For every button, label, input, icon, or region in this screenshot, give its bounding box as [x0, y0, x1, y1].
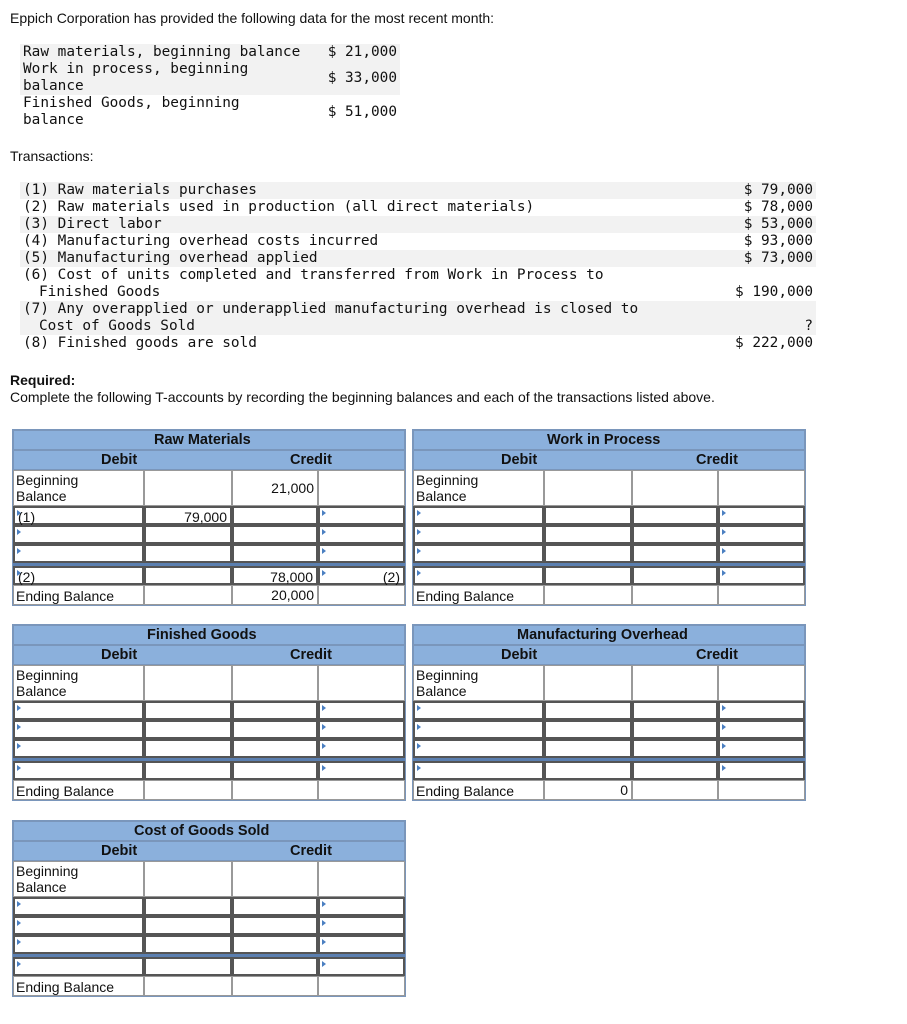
debit-heading: Debit: [501, 452, 538, 468]
transaction-value: ?: [721, 301, 816, 335]
beginning-balance-label: [16, 667, 78, 699]
credit-amount-input[interactable]: [632, 780, 718, 800]
credit-ref-input[interactable]: [318, 780, 405, 800]
balance-label-line: Balance: [16, 683, 67, 699]
ending-balance-debit-value: 0: [620, 782, 628, 798]
credit-amount-input[interactable]: [232, 780, 318, 800]
beginning-balance-label: [16, 472, 78, 504]
amount-value: 20,000: [271, 587, 314, 603]
debit-credit-header: [13, 645, 405, 665]
balance-value: $ 33,000: [320, 61, 400, 95]
balance-label-line: Balance: [416, 683, 467, 699]
beginning-balance-row-label-cell: [13, 470, 144, 506]
balance-row: [20, 44, 400, 61]
dropdown-arrow-icon: [17, 920, 21, 926]
entry-row-label-cell[interactable]: [13, 566, 144, 585]
credit-ref-input[interactable]: [718, 470, 805, 506]
dropdown-arrow-icon: [417, 529, 421, 535]
transaction-text: (7) Any overapplied or underapplied manufacturing overhead is closed to Cost of Goods Sold: [20, 301, 721, 335]
beginning-balance-row-label-cell: [413, 470, 544, 506]
debit-amount-input[interactable]: [144, 665, 232, 701]
credit-amount-input[interactable]: [232, 701, 318, 720]
credit-ref-input[interactable]: [718, 665, 805, 701]
dropdown-arrow-icon: [17, 548, 21, 554]
debit-amount-input[interactable]: [544, 761, 632, 780]
ending-balance-label: Ending Balance: [16, 588, 115, 604]
credit-amount-input[interactable]: [632, 525, 718, 544]
account-title: Manufacturing Overhead: [517, 627, 688, 643]
credit-ref-input[interactable]: [318, 761, 405, 780]
entry-row-label-cell[interactable]: [413, 761, 544, 780]
entry-row-label-cell[interactable]: [13, 701, 144, 720]
transaction-row: [20, 250, 816, 267]
beginning-balance-label: [416, 472, 478, 504]
dropdown-arrow-icon: [722, 548, 726, 554]
credit-amount-input[interactable]: [232, 739, 318, 758]
dropdown-arrow-icon: [417, 548, 421, 554]
credit-amount-input[interactable]: [632, 739, 718, 758]
debit-amount-input[interactable]: [144, 861, 232, 897]
transaction-ref-label: (2): [18, 569, 36, 585]
dropdown-arrow-icon: [17, 705, 21, 711]
entry-row-label-cell[interactable]: [13, 506, 144, 525]
transaction-row: [20, 301, 816, 335]
debit-credit-header: [13, 841, 405, 861]
total-separator: [13, 563, 405, 566]
dropdown-arrow-icon: [322, 705, 326, 711]
ending-balance-label: Ending Balance: [16, 783, 115, 799]
dropdown-arrow-icon: [17, 529, 21, 535]
credit-ref-input[interactable]: [318, 957, 405, 976]
amount-value: 21,000: [271, 480, 314, 496]
beginning-balance-label: [416, 667, 478, 699]
beginning-label-line: Beginning: [16, 472, 79, 488]
credit-ref-input[interactable]: [318, 861, 405, 897]
credit-ref-input[interactable]: [318, 665, 405, 701]
debit-amount-input[interactable]: [144, 780, 232, 800]
dropdown-arrow-icon: [17, 724, 21, 730]
account-title: Cost of Goods Sold: [134, 823, 270, 839]
transactions-table: [20, 182, 816, 352]
transaction-text: (1) Raw materials purchases: [20, 182, 721, 199]
dropdown-arrow-icon: [322, 920, 326, 926]
transactions-heading: Transactions:: [10, 148, 94, 164]
debit-amount-input[interactable]: [544, 585, 632, 605]
credit-amount-input[interactable]: [232, 935, 318, 954]
transaction-row: [20, 267, 816, 301]
balance-label: Raw materials, beginning balance: [20, 44, 320, 61]
credit-heading: Credit: [696, 647, 738, 663]
dropdown-arrow-icon: [417, 743, 421, 749]
ending-balance-label: Ending Balance: [416, 783, 515, 799]
debit-amount-input[interactable]: [544, 525, 632, 544]
credit-heading: Credit: [290, 843, 332, 859]
debit-amount-input[interactable]: [144, 916, 232, 935]
debit-credit-header: [13, 450, 405, 470]
credit-amount-input[interactable]: [232, 566, 318, 585]
entry-row-label-cell[interactable]: [13, 916, 144, 935]
required-text: Complete the following T-accounts by recording the beginning balances and each of the transactions listed above.: [10, 389, 715, 405]
credit-amount-input[interactable]: [632, 665, 718, 701]
credit-amount-input[interactable]: [232, 665, 318, 701]
credit-amount-input[interactable]: [232, 470, 318, 506]
debit-amount-input[interactable]: [544, 544, 632, 563]
ending-balance-label: Ending Balance: [416, 588, 515, 604]
credit-amount-input[interactable]: [232, 761, 318, 780]
transaction-row: [20, 199, 816, 216]
dropdown-arrow-icon: [322, 901, 326, 907]
account-title-bar: [13, 821, 405, 841]
balance-label-line: Balance: [16, 879, 67, 895]
entry-row-label-cell[interactable]: [13, 897, 144, 916]
dropdown-arrow-icon: [417, 724, 421, 730]
debit-amount-input[interactable]: [544, 470, 632, 506]
dropdown-arrow-icon: [17, 961, 21, 967]
ending-balance-row-label-cell: [413, 780, 544, 800]
entry-row-label-cell[interactable]: [13, 761, 144, 780]
debit-heading: Debit: [501, 647, 538, 663]
credit-amount-input[interactable]: [232, 976, 318, 996]
debit-heading: Debit: [101, 647, 138, 663]
credit-ref-input[interactable]: [318, 506, 405, 525]
balance-label-line: Balance: [416, 488, 467, 504]
transaction-text: (4) Manufacturing overhead costs incurred: [23, 233, 379, 249]
transaction-value: $ 78,000: [743, 199, 813, 215]
credit-ref-input[interactable]: [318, 525, 405, 544]
dropdown-arrow-icon: [722, 510, 726, 516]
transaction-text: (5) Manufacturing overhead applied: [20, 250, 721, 267]
credit-amount-input[interactable]: [632, 585, 718, 605]
required-heading: Required:: [10, 372, 76, 388]
account-title-bar: [13, 625, 405, 645]
amount-value: 78,000: [270, 569, 313, 585]
entry-row-label-cell[interactable]: [413, 701, 544, 720]
dropdown-arrow-icon: [722, 765, 726, 771]
beginning-balance-row-label-cell: [413, 665, 544, 701]
amount-value: (2): [382, 569, 400, 585]
balance-value: $ 21,000: [320, 44, 400, 61]
dropdown-arrow-icon: [322, 510, 326, 516]
entry-row-label-cell[interactable]: [13, 935, 144, 954]
account-title-bar: [13, 430, 405, 450]
credit-amount-input[interactable]: [232, 544, 318, 563]
debit-amount-input[interactable]: [144, 976, 232, 996]
dropdown-arrow-icon: [322, 724, 326, 730]
debit-amount-input[interactable]: [144, 720, 232, 739]
credit-amount-input[interactable]: [632, 544, 718, 563]
debit-heading: Debit: [101, 843, 138, 859]
credit-amount-input[interactable]: [232, 506, 318, 525]
debit-amount-input[interactable]: [144, 739, 232, 758]
dropdown-arrow-icon: [322, 939, 326, 945]
beginning-balance-label: [16, 863, 78, 895]
debit-heading: Debit: [101, 452, 138, 468]
credit-heading: Credit: [290, 452, 332, 468]
ending-balance-row-label-cell: [13, 976, 144, 996]
t-account-cost-of-goods-sold: [13, 821, 405, 996]
debit-amount-input[interactable]: [544, 506, 632, 525]
debit-amount-input[interactable]: [144, 470, 232, 506]
entry-row-label-cell[interactable]: [13, 957, 144, 976]
account-title: Finished Goods: [147, 627, 257, 643]
balance-label-line: Balance: [16, 488, 67, 504]
balance-row: [20, 95, 400, 129]
beginning-label-line: Beginning: [416, 472, 479, 488]
beginning-label-line: Beginning: [416, 667, 479, 683]
debit-amount-input[interactable]: [144, 935, 232, 954]
entry-row-label-cell[interactable]: [413, 566, 544, 585]
credit-amount-input[interactable]: [632, 506, 718, 525]
transaction-value: $ 79,000: [721, 182, 816, 199]
debit-amount-input[interactable]: [544, 665, 632, 701]
credit-ref-input[interactable]: [318, 739, 405, 758]
t-account-finished-goods: [13, 625, 405, 800]
credit-ref-input[interactable]: [718, 720, 805, 739]
transaction-ref-label: (1): [18, 509, 36, 525]
transaction-text: (3) Direct labor: [20, 216, 721, 233]
transaction-text: (8) Finished goods are sold: [23, 335, 257, 351]
transaction-text: (2) Raw materials used in production (all direct materials): [23, 199, 535, 215]
dropdown-arrow-icon: [322, 765, 326, 771]
balance-label: Work in process, beginning balance: [20, 61, 320, 95]
entry-row-label-cell[interactable]: [13, 739, 144, 758]
debit-amount-input[interactable]: [544, 739, 632, 758]
credit-amount-input[interactable]: [632, 761, 718, 780]
account-title: Work in Process: [547, 432, 661, 448]
debit-amount-input[interactable]: [544, 701, 632, 720]
intro-text: Eppich Corporation has provided the following data for the most recent month:: [10, 10, 495, 26]
entry-row-label-cell[interactable]: [13, 544, 144, 563]
dropdown-arrow-icon: [417, 570, 421, 576]
dropdown-arrow-icon: [322, 548, 326, 554]
credit-ref-input[interactable]: [718, 780, 805, 800]
transaction-row: [20, 233, 816, 250]
entry-row-label-cell[interactable]: [13, 720, 144, 739]
credit-amount-input[interactable]: [632, 566, 718, 585]
dropdown-arrow-icon: [322, 743, 326, 749]
total-separator: [13, 954, 405, 957]
dropdown-arrow-icon: [417, 765, 421, 771]
credit-amount-input[interactable]: [632, 470, 718, 506]
credit-amount-input[interactable]: [232, 720, 318, 739]
dropdown-arrow-icon: [322, 570, 326, 576]
credit-ref-input[interactable]: [318, 585, 405, 605]
debit-credit-header: [413, 450, 805, 470]
debit-amount-input[interactable]: [144, 585, 232, 605]
debit-amount-input[interactable]: [544, 720, 632, 739]
credit-ref-input[interactable]: [718, 585, 805, 605]
dropdown-arrow-icon: [322, 961, 326, 967]
debit-amount-input[interactable]: [144, 957, 232, 976]
dropdown-arrow-icon: [17, 765, 21, 771]
credit-amount-input[interactable]: [232, 897, 318, 916]
credit-ref-input[interactable]: [318, 470, 405, 506]
credit-ref-input[interactable]: [318, 976, 405, 996]
dropdown-arrow-icon: [722, 743, 726, 749]
credit-amount-input[interactable]: [232, 585, 318, 605]
transaction-value: $ 93,000: [743, 233, 813, 249]
transaction-text: (6) Cost of units completed and transferred from Work in Process to Finished Goods: [23, 267, 604, 300]
total-separator: [413, 758, 805, 761]
debit-amount-input[interactable]: [144, 897, 232, 916]
dropdown-arrow-icon: [722, 570, 726, 576]
transaction-row: [20, 182, 816, 199]
transaction-value: $ 53,000: [721, 216, 816, 233]
transaction-row: [20, 216, 816, 233]
debit-amount-input[interactable]: [144, 506, 232, 525]
account-title-bar: [413, 625, 805, 645]
credit-heading: Credit: [290, 647, 332, 663]
amount-value: 79,000: [184, 509, 227, 525]
account-title: Raw Materials: [154, 432, 251, 448]
credit-ref-input[interactable]: [718, 525, 805, 544]
beginning-label-line: Beginning: [16, 667, 79, 683]
balance-label: Finished Goods, beginning balance: [23, 95, 240, 128]
credit-ref-input[interactable]: [318, 916, 405, 935]
dropdown-arrow-icon: [17, 939, 21, 945]
credit-ref-input[interactable]: [718, 506, 805, 525]
beginning-balance-row-label-cell: [13, 665, 144, 701]
credit-ref-input[interactable]: [318, 544, 405, 563]
dropdown-arrow-icon: [17, 743, 21, 749]
transaction-value: $ 190,000: [735, 284, 813, 300]
credit-amount-input[interactable]: [232, 957, 318, 976]
beginning-label-line: Beginning: [16, 863, 79, 879]
credit-ref-input[interactable]: [318, 566, 405, 585]
t-account-work-in-process: [413, 430, 805, 605]
credit-amount-input[interactable]: [232, 916, 318, 935]
credit-amount-input[interactable]: [632, 720, 718, 739]
entry-row-label-cell[interactable]: [413, 506, 544, 525]
dropdown-arrow-icon: [722, 705, 726, 711]
total-separator: [13, 758, 405, 761]
debit-amount-input[interactable]: [144, 761, 232, 780]
t-account-raw-materials: [13, 430, 405, 605]
balance-row: [20, 61, 400, 95]
credit-ref-input[interactable]: [718, 739, 805, 758]
dropdown-arrow-icon: [322, 529, 326, 535]
ending-balance-row-label-cell: [13, 585, 144, 605]
entry-row-label-cell[interactable]: [13, 525, 144, 544]
credit-heading: Credit: [696, 452, 738, 468]
t-account-manufacturing-overhead: [413, 625, 805, 800]
debit-amount-input[interactable]: [144, 701, 232, 720]
credit-ref-input[interactable]: [318, 935, 405, 954]
debit-amount-input[interactable]: [144, 525, 232, 544]
credit-ref-input[interactable]: [318, 701, 405, 720]
credit-ref-input[interactable]: [718, 566, 805, 585]
credit-ref-input[interactable]: [318, 897, 405, 916]
ending-balance-row-label-cell: [413, 585, 544, 605]
credit-ref-input[interactable]: [718, 544, 805, 563]
balance-value: $ 51,000: [327, 103, 397, 120]
entry-row-label-cell[interactable]: [413, 544, 544, 563]
beginning-balance-row-label-cell: [13, 861, 144, 897]
dropdown-arrow-icon: [17, 901, 21, 907]
dropdown-arrow-icon: [417, 705, 421, 711]
transaction-row: [20, 335, 816, 352]
entry-row-label-cell[interactable]: [413, 720, 544, 739]
credit-amount-input[interactable]: [232, 525, 318, 544]
credit-amount-input[interactable]: [232, 861, 318, 897]
entry-row-label-cell[interactable]: [413, 739, 544, 758]
debit-amount-input[interactable]: [544, 566, 632, 585]
transaction-value: $ 222,000: [735, 335, 813, 351]
transaction-value: $ 73,000: [721, 250, 816, 267]
credit-ref-input[interactable]: [718, 761, 805, 780]
beginning-balances-table: [20, 44, 400, 129]
debit-credit-header: [413, 645, 805, 665]
ending-balance-label: Ending Balance: [16, 979, 115, 995]
credit-amount-input[interactable]: [632, 701, 718, 720]
account-title-bar: [413, 430, 805, 450]
entry-row-label-cell[interactable]: [413, 525, 544, 544]
credit-ref-input[interactable]: [718, 701, 805, 720]
debit-amount-input[interactable]: [144, 544, 232, 563]
dropdown-arrow-icon: [722, 529, 726, 535]
dropdown-arrow-icon: [722, 724, 726, 730]
ending-balance-row-label-cell: [13, 780, 144, 800]
total-separator: [413, 563, 805, 566]
debit-amount-input[interactable]: [144, 566, 232, 585]
credit-ref-input[interactable]: [318, 720, 405, 739]
dropdown-arrow-icon: [417, 510, 421, 516]
